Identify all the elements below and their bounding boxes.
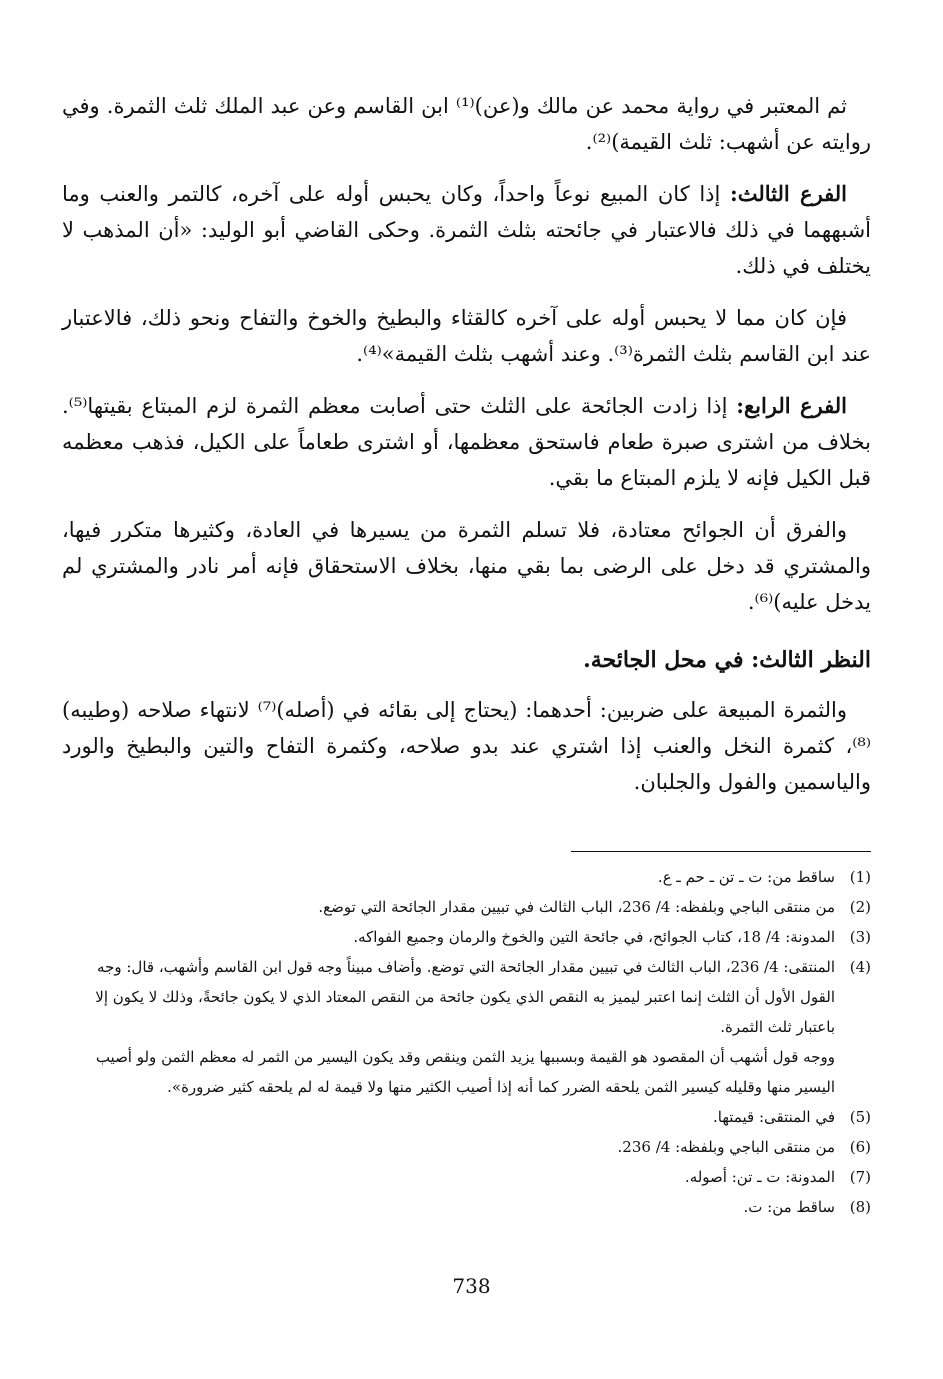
footnote-number: (7) — [849, 1168, 871, 1186]
paragraph-text: فإن كان مما لا يحبس أوله على آخره كالقثاء والبطيخ والخوخ والتفاح ونحو ذلك، فالاعتبار عند ابن القاسم بثلث الثمرة⁽³⁾. وعند أشهب بثلث القيمة»⁽⁴⁾. — [62, 306, 871, 366]
footnote-number: (4) — [849, 958, 871, 976]
branch-heading-3: الفرع الثالث: — [730, 181, 848, 206]
footnote-number: (8) — [849, 1198, 871, 1216]
footnote-text: من منتقى الباجي وبلفظه: 4/ 236. — [617, 1138, 835, 1156]
paragraph-4 — [62, 388, 871, 496]
footnote-text: المنتقى: 4/ 236، الباب الثالث في تبيين مقدار الجائحة التي توضع. وأضاف مبيناً وجه قول ابن القاسم وأشهب، قال: وجه القول الأول أن الثلث إنما اعتبر ليميز به النقص الذي يكون جائحة من النقص المعتاد الذي لا يكون جائحةً، وذلك لا يكون إلا باعتبار ثلث الثمرة. — [95, 958, 835, 1036]
paragraph-text: إذا كان المبيع نوعاً واحداً، وكان يحبس أوله على آخره، كالتمر والعنب وما أشبههما في ذلك فالاعتبار في جائحته بثلث الثمرة. وحكى القاضي أبو الوليد: «أن المذهب لا يختلف في ذلك. — [62, 182, 871, 278]
branch-heading-4: الفرع الرابع: — [736, 393, 847, 418]
footnote-number: (6) — [849, 1138, 871, 1156]
footnote-text: المدونة: 4/ 18، كتاب الجوائح، في جائحة التين والخوخ والرمان وجميع الفواكه. — [353, 928, 835, 946]
paragraph-2 — [62, 176, 871, 284]
main-text — [62, 88, 871, 816]
footnote-number: (1) — [849, 868, 871, 886]
paragraph-6 — [62, 692, 871, 800]
footnote-4 — [62, 952, 871, 1042]
paragraph-text: والفرق أن الجوائح معتادة، فلا تسلم الثمرة من يسيرها في العادة، وكثيرها متكرر فيها، والمشتري قد دخل على الرضى بما بقي منها، بخلاف الاستحقاق فإنه أمر نادر والمشتري لم يدخل عليه)⁽⁶⁾. — [62, 518, 871, 614]
footnote-6 — [62, 1132, 871, 1162]
footnote-number: (3) — [849, 928, 871, 946]
page-number: 738 — [452, 1274, 491, 1298]
paragraph-5 — [62, 512, 871, 620]
footnote-text: ساقط من: ت. — [743, 1198, 835, 1216]
footnote-text: ساقط من: ت ـ تن ـ حم ـ ع. — [657, 868, 835, 886]
footnote-text: المدونة: ت ـ تن: أصوله. — [684, 1168, 835, 1186]
footnote-2 — [62, 892, 871, 922]
footnote-3 — [62, 922, 871, 952]
paragraph-1 — [62, 88, 871, 160]
footnote-number: (2) — [849, 898, 871, 916]
footnote-7 — [62, 1162, 871, 1192]
footnote-5 — [62, 1102, 871, 1132]
section-heading: النظر الثالث: في محل الجائحة. — [583, 647, 871, 673]
paragraph-text: إذا زادت الجائحة على الثلث حتى أصابت معظم الثمرة لزم المبتاع بقيتها⁽⁵⁾. بخلاف من اشترى صبرة طعام فاستحق معظمها، أو اشترى طعاماً على الكيل، فذهب معظمه قبل الكيل فإنه لا يلزم المبتاع ما بقي. — [62, 394, 871, 490]
footnote-1 — [62, 862, 871, 892]
footnote-text: في المنتقى: قيمتها. — [713, 1108, 835, 1126]
paragraph-text: والثمرة المبيعة على ضربين: أحدهما: (يحتاج إلى بقائه في (أصله)⁽⁷⁾ لانتهاء صلاحه (وطيبه)⁽⁸⁾، كثمرة النخل والعنب إذا اشتري عند بدو صلاحه، وكثمرة التفاح والتين والبطيخ والورد والياسمين والفول والجلبان. — [62, 698, 871, 794]
footnotes — [62, 862, 871, 1222]
paragraph-text: ثم المعتبر في رواية محمد عن مالك و(عن)⁽¹⁾ ابن القاسم وعن عبد الملك ثلث الثمرة. وفي روايته عن أشهب: ثلث القيمة)⁽²⁾. — [62, 94, 871, 154]
footnote-number: (5) — [849, 1108, 871, 1126]
footnote-text: من منتقى الباجي وبلفظه: 4/ 236، الباب الثالث في تبيين مقدار الجائحة التي توضع. — [318, 898, 835, 916]
footnote-8 — [62, 1192, 871, 1222]
footnote-4-continuation: ووجه قول أشهب أن المقصود هو القيمة وبسببها يزيد الثمن وينقص وقد يكون اليسير من الثمر له معظم الثمن ولو أصيب اليسير منها وقليله كيسير الثمن يلحقه الضرر كما أنه إذا أصيب الكثير منها ولا قيمة له لم يلحقه كثير ضرورة». — [95, 1048, 835, 1096]
paragraph-3 — [62, 300, 871, 372]
footnote-separator — [571, 851, 871, 852]
